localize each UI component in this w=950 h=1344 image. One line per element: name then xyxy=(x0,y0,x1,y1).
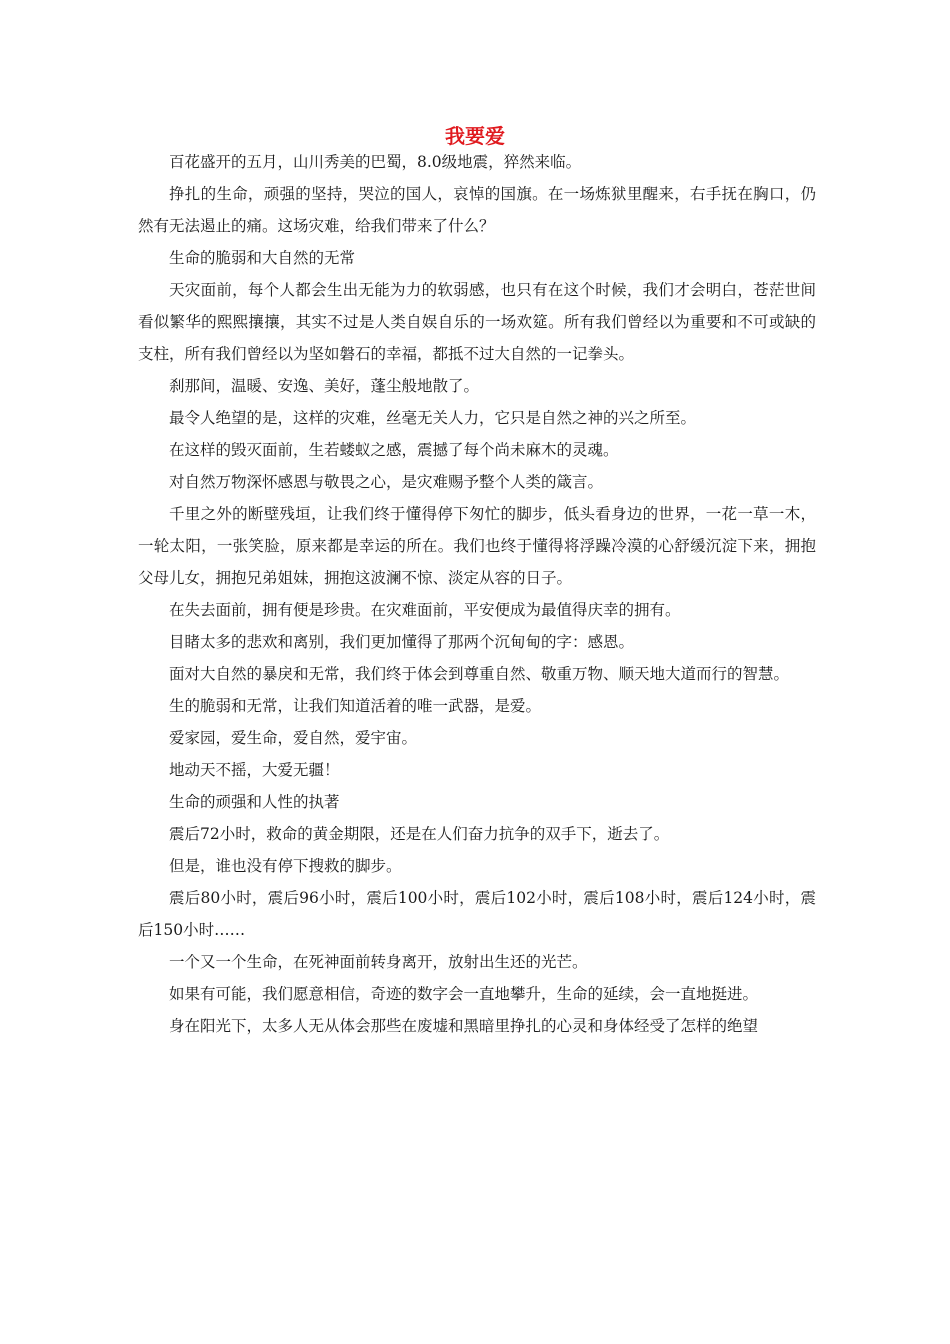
paragraph: 在这样的毁灭面前，生若蝼蚁之感，震撼了每个尚未麻木的灵魂。 xyxy=(169,441,619,459)
paragraph: 百花盛开的五月，山川秀美的巴蜀，8.0级地震，猝然来临。 xyxy=(169,153,582,171)
paragraph: 爱家园，爱生命，爱自然，爱宇宙。 xyxy=(169,729,418,747)
paragraph: 震后80小时，震后96小时，震后100小时，震后102小时，震后108小时，震后124小时，震后150小时…… xyxy=(138,889,816,939)
document-body xyxy=(138,146,816,1042)
paragraph: 震后72小时，救命的黄金期限，还是在人们奋力抗争的双手下，逝去了。 xyxy=(169,825,670,843)
paragraph: 但是，谁也没有停下搜救的脚步。 xyxy=(169,857,402,875)
paragraph: 天灾面前，每个人都会生出无能为力的软弱感，也只有在这个时候，我们才会明白，苍茫世间看似繁华的熙熙攘攘，其实不过是人类自娱自乐的一场欢筵。所有我们曾经以为重要和不可或缺的支柱，所有我们曾经以为坚如磐石的幸福，都抵不过大自然的一记拳头。 xyxy=(138,281,816,363)
paragraph: 地动天不摇，大爱无疆！ xyxy=(169,761,340,779)
paragraph: 一个又一个生命，在死神面前转身离开，放射出生还的光芒。 xyxy=(169,953,588,971)
section-heading: 生命的脆弱和大自然的无常 xyxy=(169,249,356,267)
section-heading: 生命的顽强和人性的执著 xyxy=(169,793,340,811)
paragraph: 面对大自然的暴戾和无常，我们终于体会到尊重自然、敬重万物、顺天地大道而行的智慧。 xyxy=(169,665,790,683)
paragraph: 目睹太多的悲欢和离别，我们更加懂得了那两个沉甸甸的字：感恩。 xyxy=(169,633,635,651)
paragraph: 生的脆弱和无常，让我们知道活着的唯一武器，是爱。 xyxy=(169,697,542,715)
paragraph: 千里之外的断壁残垣，让我们终于懂得停下匆忙的脚步，低头看身边的世界，一花一草一木，一轮太阳，一张笑脸，原来都是幸运的所在。我们也终于懂得将浮躁冷漠的心舒缓沉淀下来，拥抱父母儿女，拥抱兄弟姐妹，拥抱这波澜不惊、淡定从容的日子。 xyxy=(138,505,816,587)
paragraph: 在失去面前，拥有便是珍贵。在灾难面前，平安便成为最值得庆幸的拥有。 xyxy=(169,601,681,619)
paragraph: 最令人绝望的是，这样的灾难，丝毫无关人力，它只是自然之神的兴之所至。 xyxy=(169,409,697,427)
paragraph: 刹那间，温暖、安逸、美好，蓬尘般地散了。 xyxy=(169,377,480,395)
paragraph: 挣扎的生命，顽强的坚持，哭泣的国人，哀悼的国旗。在一场炼狱里醒来，右手抚在胸口，仍然有无法遏止的痛。这场灾难，给我们带来了什么？ xyxy=(138,185,816,235)
paragraph: 身在阳光下，太多人无从体会那些在废墟和黑暗里挣扎的心灵和身体经受了怎样的绝望 xyxy=(169,1017,759,1035)
document-title: 我要爱 xyxy=(445,124,505,148)
paragraph: 对自然万物深怀感恩与敬畏之心，是灾难赐予整个人类的箴言。 xyxy=(169,473,604,491)
paragraph: 如果有可能，我们愿意相信，奇迹的数字会一直地攀升，生命的延续，会一直地挺进。 xyxy=(169,985,759,1003)
